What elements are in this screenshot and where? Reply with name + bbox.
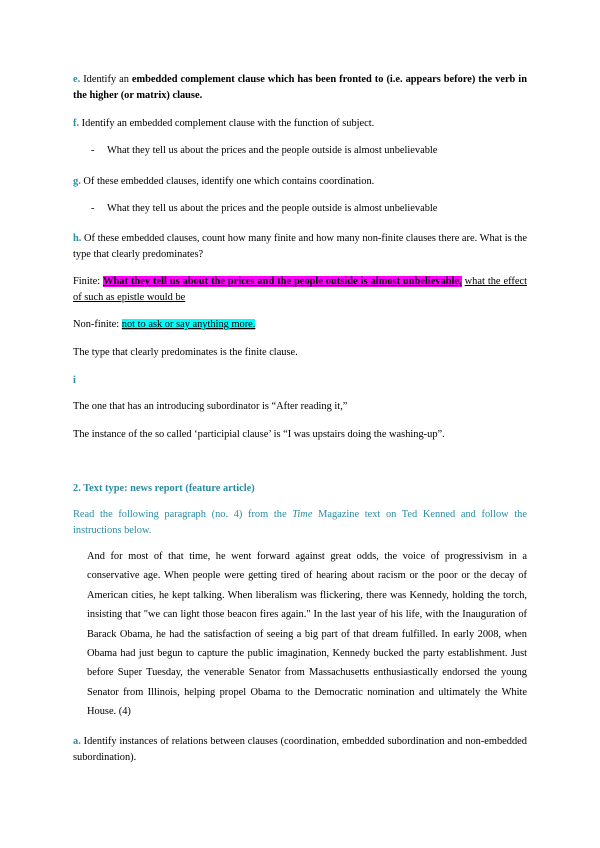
item-i-label: i [73, 375, 76, 386]
quoted-paragraph: And for most of that time, he went forward against great odds, the voice of progressivism in a conservative age. When people were getting tired of hearing about racism or the poor or the decay of American cities, he kept talking. When liberalism was flickering, there was Kennedy, holding the torch, insisting that "we can light those beacon fires again." In the last year of his life, with the Inauguration of Barack Obama, he had the satisfaction of seeing a big part of that dream fulfilled. In early 2008, when Obama had just begun to capture the public imagination, Kennedy bucked the party establishment. Just before Super Tuesday, the venerable Senator from Massachusetts enthusiastically endorsed the young Senator from Illinois, helping propel Obama to the Democratic nomination and ultimately the White House. (4) [87, 551, 527, 718]
nonfinite-line [73, 317, 527, 333]
nonfinite-highlight: not to ask or say anything more. [121, 319, 256, 330]
finite-highlight: What they tell us about the prices and the people outside is almost unbelievable, [103, 276, 462, 287]
finite-label: Finite: [73, 276, 104, 287]
predominant-line: The type that clearly predominates is the finite clause. [73, 347, 298, 358]
item-i-line1: The one that has an introducing subordinator is “After reading it,” [73, 401, 348, 412]
item-h-label: h. [73, 233, 82, 244]
item-f-label: f. [73, 118, 80, 129]
item-2a-text: Identify instances of relations between clauses (coordination, embedded subordination and non-embedded subordination). [73, 736, 527, 763]
item-e-bold: embedded complement clause which has been fronted to (i.e. appears before) the verb in the higher (or matrix) clause. [73, 74, 527, 101]
item-f-dash: - [91, 145, 95, 156]
section2-instructions [73, 507, 527, 539]
item-2a [73, 734, 527, 766]
item-f-text: Identify an embedded complement clause with the function of subject. [81, 118, 375, 129]
item-g-label: g. [73, 176, 81, 187]
finite-line [73, 274, 527, 306]
instr-italic: Time [292, 509, 313, 520]
nonfinite-label: Non-finite: [73, 319, 122, 330]
instr-post: Magazine text on Ted Kenned and follow the instructions below. [73, 509, 527, 536]
item-h-text: Of these embedded clauses, count how many finite and how many non-finite clauses there are. What is the type that clearly predominates? [73, 233, 527, 260]
item-g-answer: What they tell us about the prices and the people outside is almost unbelievable [107, 203, 438, 214]
item-i-line2: The instance of the so called ‘participial clause’ is “I was upstairs doing the washing-up”. [73, 429, 445, 440]
item-f-answer: What they tell us about the prices and the people outside is almost unbelievable [107, 145, 438, 156]
finite-rest: what the effect of such as epistle would be [73, 276, 527, 303]
item-e-pre: Identify an [83, 74, 132, 85]
item-g-dash: - [91, 203, 95, 214]
section2-heading: 2. Text type: news report (feature article) [73, 483, 255, 494]
item-e-label: e. [73, 74, 81, 85]
item-h [73, 231, 527, 263]
item-g [73, 174, 527, 190]
item-e [73, 72, 527, 104]
item-f [73, 116, 527, 132]
instr-pre: Read the following paragraph (no. 4) from the [73, 509, 293, 520]
item-2a-label: a. [73, 736, 81, 747]
item-g-text: Of these embedded clauses, identify one which contains coordination. [83, 176, 375, 187]
